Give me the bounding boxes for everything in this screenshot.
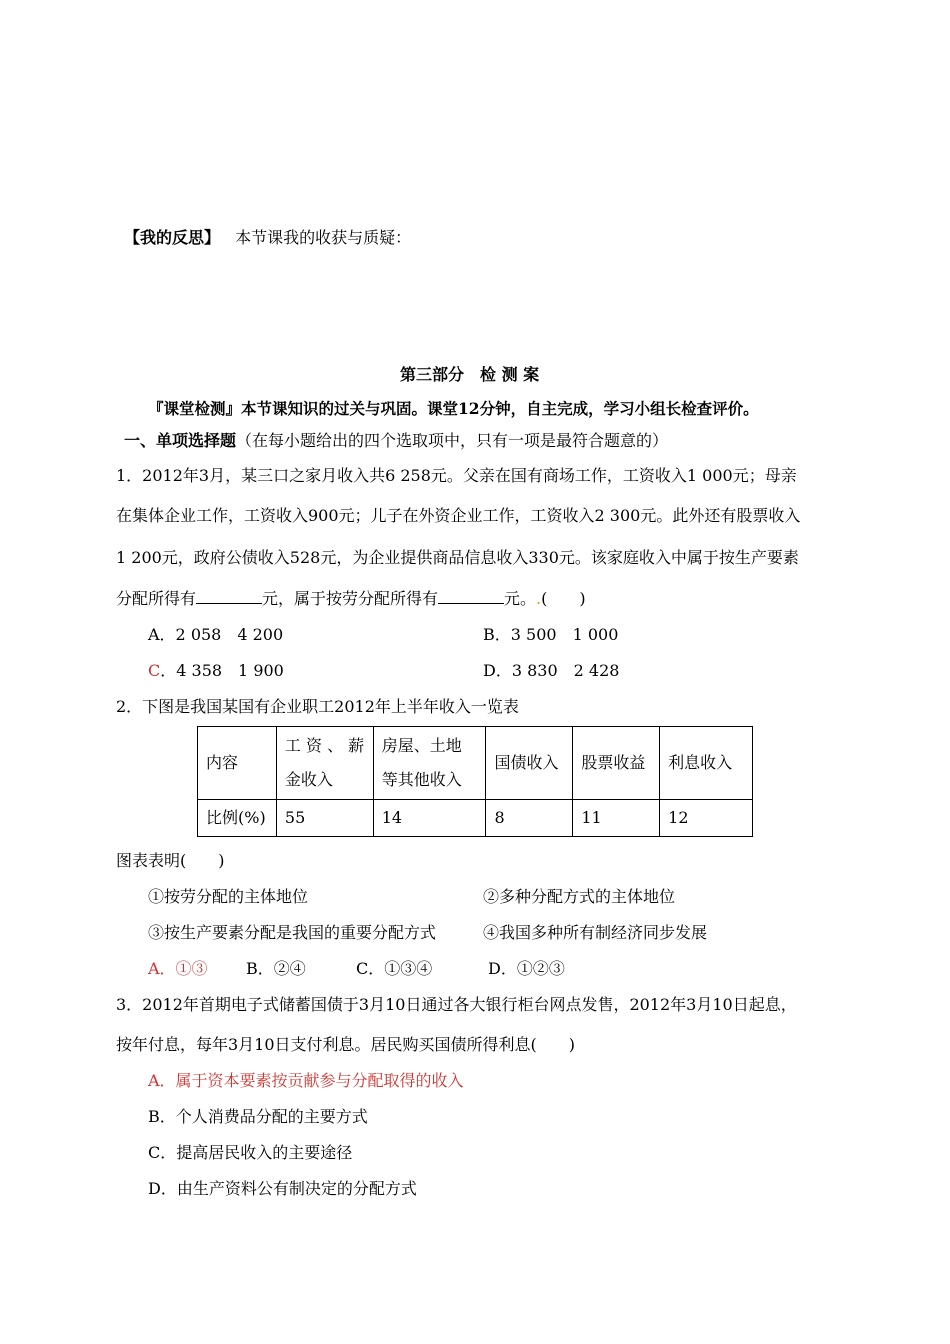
q3-option-b: B．个人消费品分配的主要方式 (148, 1107, 368, 1126)
q1-line-4 (116, 586, 586, 609)
table-header-cell: 工 资 、 薪金收入 (276, 727, 373, 800)
section-title: 一、单项选择题 (124, 431, 237, 450)
q2-stem: 2．下图是我国某国有企业职工2012年上半年收入一览表 (116, 697, 519, 716)
reflection-text: 本节课我的收获与质疑： (235, 228, 412, 247)
q1-text-b: 元，属于按劳分配所得有 (262, 589, 439, 608)
table-cell: 8 (486, 800, 573, 837)
q1-dot: . (536, 589, 542, 608)
reflection-label: 【我的反思】 (124, 228, 221, 247)
q3-line-2: 按年付息，每年3月10日支付利息。居民购买国债所得利息( ) (116, 1035, 576, 1054)
q1-text-c: 元。 (504, 589, 537, 608)
q1-option-b: B．3 500 1 000 (483, 625, 619, 644)
q2-statement-1: ①按劳分配的主体地位 (148, 887, 309, 906)
q1-option-d: D．3 830 2 428 (483, 661, 620, 680)
table-cell: 12 (660, 800, 753, 837)
q1-option-c (148, 658, 284, 681)
q2-statement-2: ②多种分配方式的主体地位 (483, 887, 676, 906)
table-header-cell: 股票收益 (573, 727, 660, 800)
classroom-test-note: 『课堂检测』本节课知识的过关与巩固。课堂12分钟，自主完成，学习小组长检查评价。 (148, 399, 759, 418)
q2-option-d: D．①②③ (488, 959, 565, 978)
q2-option-c: C．①③④ (356, 959, 433, 978)
q1-option-c-text: ．4 358 1 900 (160, 661, 284, 680)
q1-answer-paren: ( ) (541, 589, 586, 608)
table-header-cell: 内容 (198, 727, 277, 800)
table-cell: 14 (373, 800, 486, 837)
q3-option-a: A．属于资本要素按贡献参与分配取得的收入 (148, 1071, 464, 1090)
reflection-line (124, 225, 411, 248)
q2-conclusion: 图表表明( ) (116, 851, 225, 870)
table-header-cell: 国债收入 (486, 727, 573, 800)
q1-line-2: 在集体企业工作，工资收入900元；儿子在外资企业工作，工资收入2 300元。此外还有股票收入 (116, 506, 801, 525)
table-header-cell: 利息收入 (660, 727, 753, 800)
q1-option-a: A．2 058 4 200 (148, 625, 284, 644)
q2-statement-3: ③按生产要素分配是我国的重要分配方式 (148, 923, 437, 942)
section-heading (124, 428, 668, 451)
table-row (198, 800, 753, 837)
q3-option-d: D．由生产资料公有制决定的分配方式 (148, 1179, 417, 1198)
table-cell: 55 (276, 800, 373, 837)
q2-statement-4: ④我国多种所有制经济同步发展 (483, 923, 708, 942)
q3-option-c: C．提高居民收入的主要途径 (148, 1143, 353, 1162)
q1-option-c-letter: C (148, 661, 161, 680)
q1-text-a: 分配所得有 (116, 589, 197, 608)
table-header-row (198, 727, 753, 800)
table-row-label: 比例(%) (198, 800, 277, 837)
income-table (197, 726, 753, 837)
q1-blank-2[interactable] (438, 589, 504, 604)
table-cell: 11 (573, 800, 660, 837)
q1-line-3: 1 200元，政府公债收入528元，为企业提供商品信息收入330元。该家庭收入中属于按生产要素 (116, 548, 799, 567)
section-note: （在每小题给出的四个选取项中，只有一项是最符合题意的） (236, 431, 669, 450)
q2-option-a: A．①③ (148, 959, 208, 978)
table-header-cell: 房屋、土地等其他收入 (373, 727, 486, 800)
q3-line-1: 3．2012年首期电子式储蓄国债于3月10日通过各大银行柜台网点发售，2012年3月10日起息， (116, 995, 797, 1014)
part-title: 第三部分 检 测 案 (400, 365, 540, 384)
q2-option-b: B．②④ (246, 959, 306, 978)
q1-line-1: 1．2012年3月，某三口之家月收入共6 258元。父亲在国有商场工作，工资收入1 000元；母亲 (116, 466, 797, 485)
q1-blank-1[interactable] (196, 589, 262, 604)
